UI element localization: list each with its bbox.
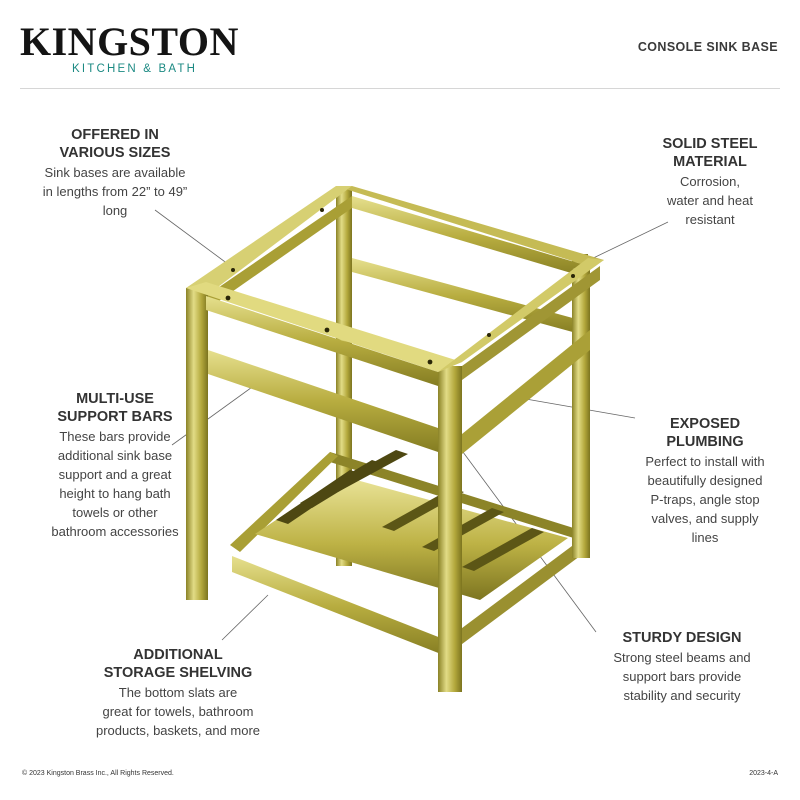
mounting-hole xyxy=(571,274,575,278)
top-left-rail xyxy=(186,186,352,296)
callout-body: These bars provide additional sink base support and a great height to hang bath towels or other bathroom accessories xyxy=(51,429,179,539)
callout-body: Corrosion, water and heat resistant xyxy=(666,174,753,227)
callout-exposed-plumbing xyxy=(630,415,780,547)
top-back-rail xyxy=(336,186,604,266)
front-right-leg xyxy=(438,366,462,692)
callout-body: Strong steel beams and support bars provide stability and security xyxy=(613,650,751,703)
callout-storage-shelving xyxy=(78,646,278,740)
callout-various-sizes xyxy=(20,126,210,220)
callout-title: OFFERED IN VARIOUS SIZES xyxy=(59,127,171,161)
callout-title: EXPOSED PLUMBING xyxy=(666,416,744,450)
mounting-hole xyxy=(226,296,231,301)
mounting-hole xyxy=(428,360,433,365)
brand-logo: KINGSTON xyxy=(20,19,239,64)
callout-solid-steel xyxy=(640,135,780,229)
right-support-bar xyxy=(462,330,590,454)
shelf-slats xyxy=(255,450,568,600)
callout-support-bars xyxy=(20,390,210,541)
leader-line-shelving xyxy=(222,595,268,640)
footer-copyright: © 2023 Kingston Brass Inc., All Rights Reserved. xyxy=(22,770,174,777)
callout-title: ADDITIONAL STORAGE SHELVING xyxy=(103,647,253,681)
callout-body: Perfect to install with beautifully designed P-traps, angle stop valves, and supply lines xyxy=(645,454,765,545)
callout-title: STURDY DESIGN xyxy=(622,630,742,646)
footer-code: 2023-4-A xyxy=(749,770,778,777)
callout-body: Sink bases are available in lengths from 22” to 49” long xyxy=(42,165,188,218)
callout-body: The bottom slats are great for towels, bathroom products, baskets, and more xyxy=(95,685,261,738)
callout-title: SOLID STEEL MATERIAL xyxy=(662,136,758,170)
right-mid-leg xyxy=(572,268,590,558)
top-back-rail-front xyxy=(352,196,588,278)
mounting-hole xyxy=(231,268,235,272)
document-title: CONSOLE SINK BASE xyxy=(637,40,778,54)
mounting-hole xyxy=(320,208,324,212)
callout-title: MULTI-USE SUPPORT BARS xyxy=(57,391,173,425)
mounting-hole xyxy=(487,333,491,337)
mounting-hole xyxy=(325,328,330,333)
brand-tagline: KITCHEN & BATH xyxy=(72,63,198,75)
callout-sturdy-design xyxy=(592,629,772,705)
